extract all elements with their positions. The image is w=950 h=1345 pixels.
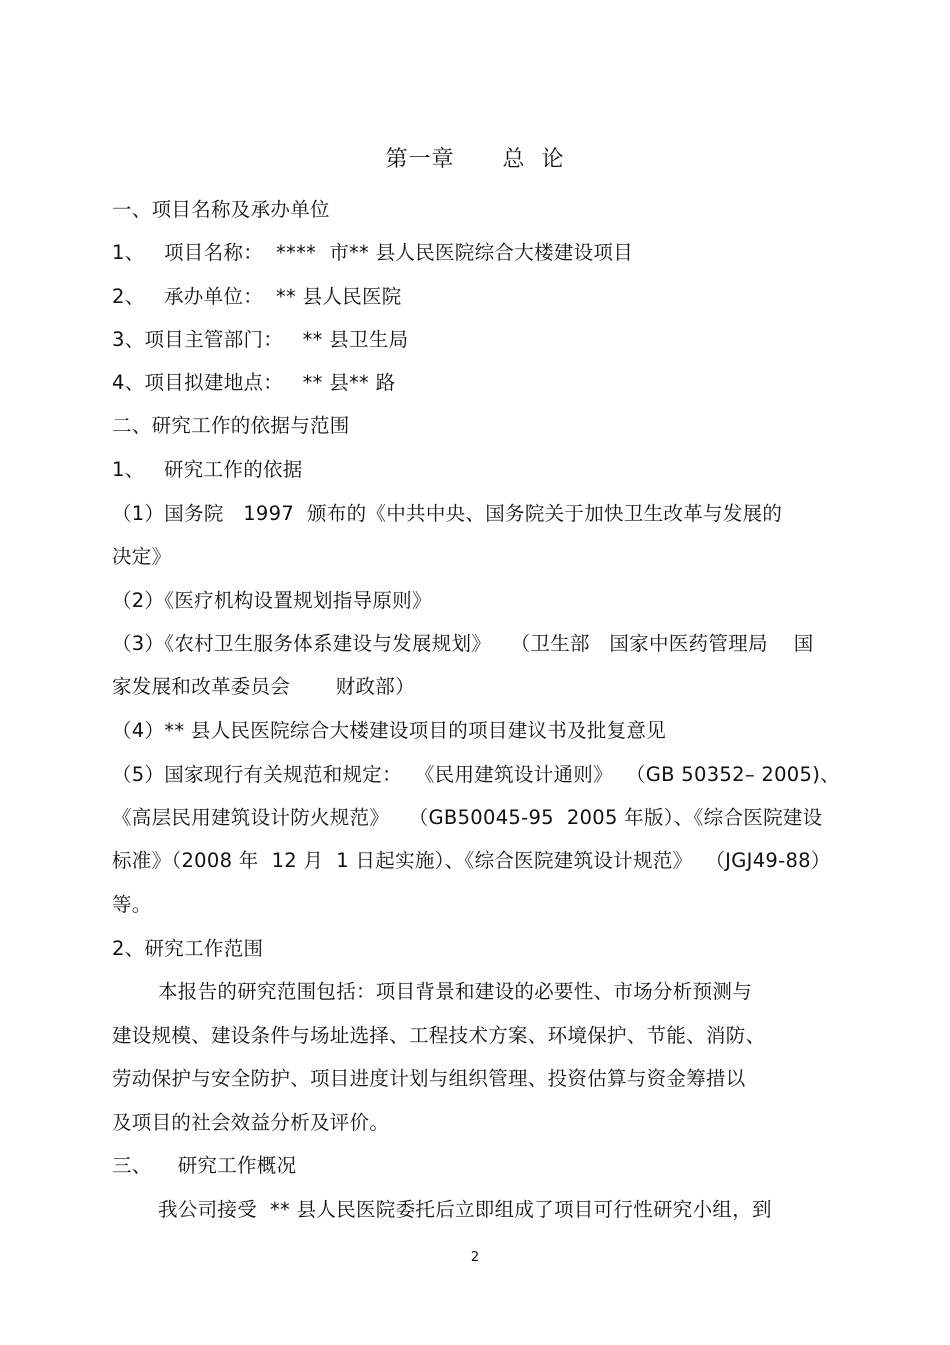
text-line: 家发展和改革委员会 财政部）: [112, 675, 415, 698]
text-line: 3、项目主管部门： ** 县卫生局: [112, 328, 409, 351]
page-number: 2: [470, 1250, 480, 1265]
text-line: 4、项目拟建地点： ** 县** 路: [112, 371, 396, 394]
section-heading-2: 二、研究工作的依据与范围: [112, 414, 350, 437]
section-heading-3: 三、 研究工作概况: [112, 1154, 297, 1177]
chapter-title: 第一章 总 论: [385, 147, 565, 172]
text-line: 2、研究工作范围: [112, 937, 264, 960]
text-line: 决定》: [112, 545, 172, 568]
section-heading-1: 一、项目名称及承办单位: [112, 198, 330, 221]
text-line: （3）《农村卫生服务体系建设与发展规划》 （卫生部 国家中医药管理局 国: [112, 632, 814, 655]
text-line: （5）国家现行有关规范和规定： 《民用建筑设计通则》 （GB 50352– 2005)、: [112, 763, 840, 786]
text-line: 1、 项目名称： **** 市** 县人民医院综合大楼建设项目: [112, 241, 633, 264]
text-line: 《高层民用建筑设计防火规范》 （GB50045-95 2005 年版）、《综合医院建设: [112, 806, 823, 829]
text-line: （2）《医疗机构设置规划指导原则》: [112, 589, 432, 612]
text-line: 2、 承办单位： ** 县人民医院: [112, 285, 402, 308]
text-line: 我公司接受 ** 县人民医院委托后立即组成了项目可行性研究小组，到: [158, 1198, 772, 1221]
text-line: （1）国务院 1997 颁布的《中共中央、国务院关于加快卫生改革与发展的: [112, 502, 783, 525]
text-line: 及项目的社会效益分析及评价。: [112, 1111, 390, 1134]
text-line: 1、 研究工作的依据: [112, 458, 303, 481]
text-line: 本报告的研究范围包括：项目背景和建设的必要性、市场分析预测与: [158, 980, 753, 1003]
text-line: 标准》（2008 年 12 月 1 日起实施）、《综合医院建筑设计规范》 （JGJ49-88）: [112, 849, 831, 872]
text-line: （4）** 县人民医院综合大楼建设项目的项目建议书及批复意见: [112, 719, 667, 742]
text-line: 建设规模、建设条件与场址选择、工程技术方案、环境保护、节能、消防、: [112, 1024, 766, 1047]
text-line: 等。: [112, 893, 152, 916]
text-line: 劳动保护与安全防护、项目进度计划与组织管理、投资估算与资金筹措以: [112, 1067, 746, 1090]
